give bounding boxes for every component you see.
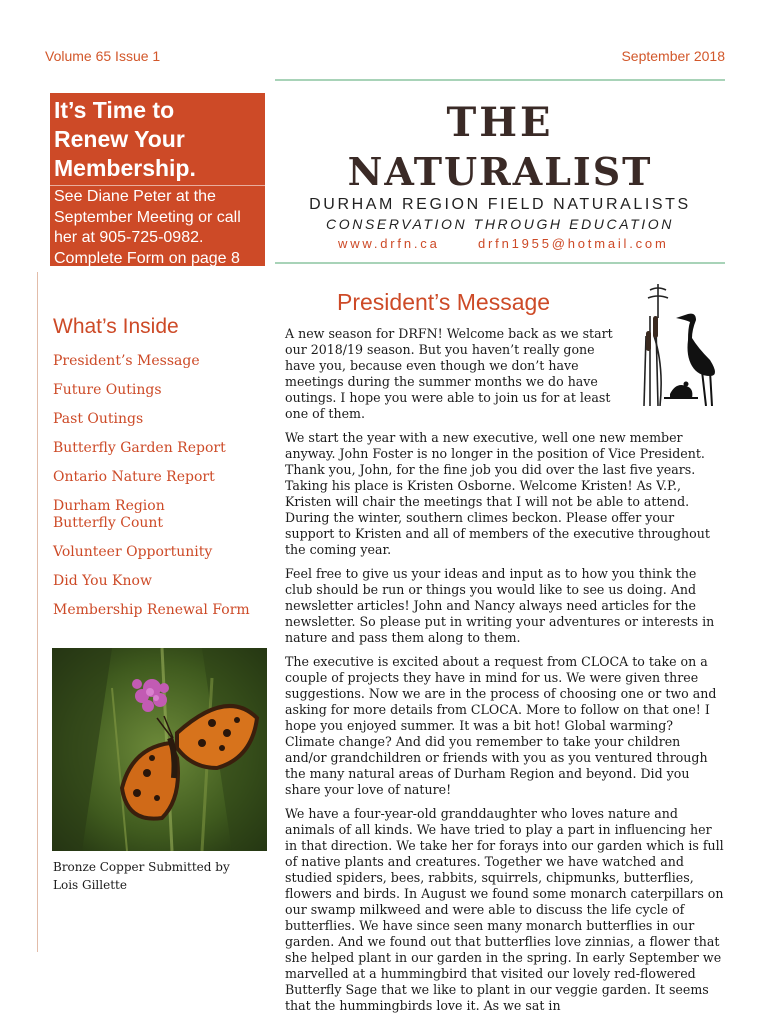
toc-item[interactable]: Did You Know (53, 573, 152, 589)
renewal-divider (50, 185, 265, 186)
organization-name: DURHAM REGION FIELD NATURALISTS (309, 196, 691, 213)
butterfly-image (52, 648, 267, 851)
toc-item[interactable]: Volunteer Opportunity (53, 544, 213, 560)
table-of-contents (53, 353, 253, 631)
sidebar-border (37, 272, 38, 952)
toc-item[interactable]: Ontario Nature Report (53, 469, 215, 485)
article-paragraph: We start the year with a new executive, well one new member anyway. John Foster is no longer in the position of Vice President. Thank you, John, for the fine job you did over the last five years. Taking his place is Kristen Osborne. Welcome Kristen! As V.P., Kristen will chair the meetings that I will not be able to attend. During the winter, southern climes beckon. Please offer your support to Kristen and all of members of the executive throughout the coming year. (285, 430, 710, 557)
photo-caption: Bronze Copper Submitted by Lois Gillette (53, 860, 230, 892)
renewal-callout (50, 93, 265, 266)
tagline: CONSERVATION THROUGH EDUCATION (326, 216, 674, 232)
presidents-message-body (285, 326, 725, 1022)
article-paragraph: We have a four-year-old granddaughter who loves nature and animals of all kinds. We have tried to play a part in influencing her in that direction. We take her for forays into our garden which is full of native plants and creatures. Together we have watched and studied spiders, bees, rabbits, squirrels, chipmunks, butterflies, flowers and birds. In August we found some monarch caterpillars on our swamp milkweed and were able to discuss the life cycle of butterflies. We have since seen many monarch butterflies in our garden. And we found out that butterflies love zinnias, a flower that she helped plant in our garden in the spring. In early September we marvelled at a hummingbird that visited our lovely red-flowered Butterfly Sage that we like to plant in our veggie garden. It seems that the hummingbirds love it. As we sat in (285, 806, 724, 1013)
renewal-body-line: September Meeting or call (54, 208, 241, 226)
masthead-the: THE (446, 99, 554, 146)
renewal-body-line: her at 905-725-0982. (54, 229, 204, 246)
renewal-title-line: Membership. (54, 155, 196, 181)
whats-inside-heading: What’s Inside (53, 315, 179, 338)
top-divider (275, 79, 725, 81)
masthead-name: NATURALIST (347, 149, 653, 194)
toc-item[interactable]: Durham Region Butterfly Count (53, 498, 165, 531)
masthead-divider (275, 262, 725, 264)
toc-item[interactable]: Future Outings (53, 382, 162, 398)
email-link[interactable]: drfn1955@hotmail.com (478, 236, 669, 251)
toc-item[interactable]: Butterfly Garden Report (53, 440, 226, 456)
article-paragraph: A new season for DRFN! Welcome back as we start our 2018/19 season. But you haven’t really gone have you, because even though we don’t have meetings during the summer months we do have outings. I hope you were able to join us for at least one of them. (285, 326, 613, 421)
website-link[interactable]: www.drfn.ca (338, 236, 440, 251)
renewal-body-line: Complete Form on page 8 (54, 249, 240, 267)
presidents-message-heading: President’s Message (337, 289, 551, 315)
issue-date: September 2018 (621, 48, 725, 64)
toc-item[interactable]: Past Outings (53, 411, 144, 427)
renewal-title-line: Renew Your (54, 126, 185, 152)
masthead-title (275, 98, 725, 196)
volume-issue: Volume 65 Issue 1 (45, 48, 161, 64)
renewal-body (54, 187, 261, 269)
toc-item[interactable]: President’s Message (53, 353, 200, 369)
renewal-title-line: It’s Time to (54, 97, 175, 123)
renewal-title (54, 96, 261, 183)
article-paragraph: Feel free to give us your ideas and input as to how you think the club should be run or things you would like to see us doing. And newsletter articles! John and Nancy always need articles for the newsletter. So please put in writing your adventures or interests in nature and pass them along to them. (285, 566, 715, 645)
toc-item[interactable]: Membership Renewal Form (53, 602, 250, 618)
article-paragraph: The executive is excited about a request from CLOCA to take on a couple of projects they have in mind for us. We were given three suggestions. Now we are in the process of choosing one or two and asking for more details from CLOCA. More to follow on that one! I hope you enjoyed summer. It was a bit hot! Global warming? Climate change? And did you remember to take your children and/or grandchildren or friends with you as you ventured through the many natural areas of Durham Region and beyond. Did you share your love of nature! (285, 654, 717, 797)
renewal-body-line: See Diane Peter at the (54, 188, 216, 205)
bronze-copper-photo (52, 648, 267, 851)
